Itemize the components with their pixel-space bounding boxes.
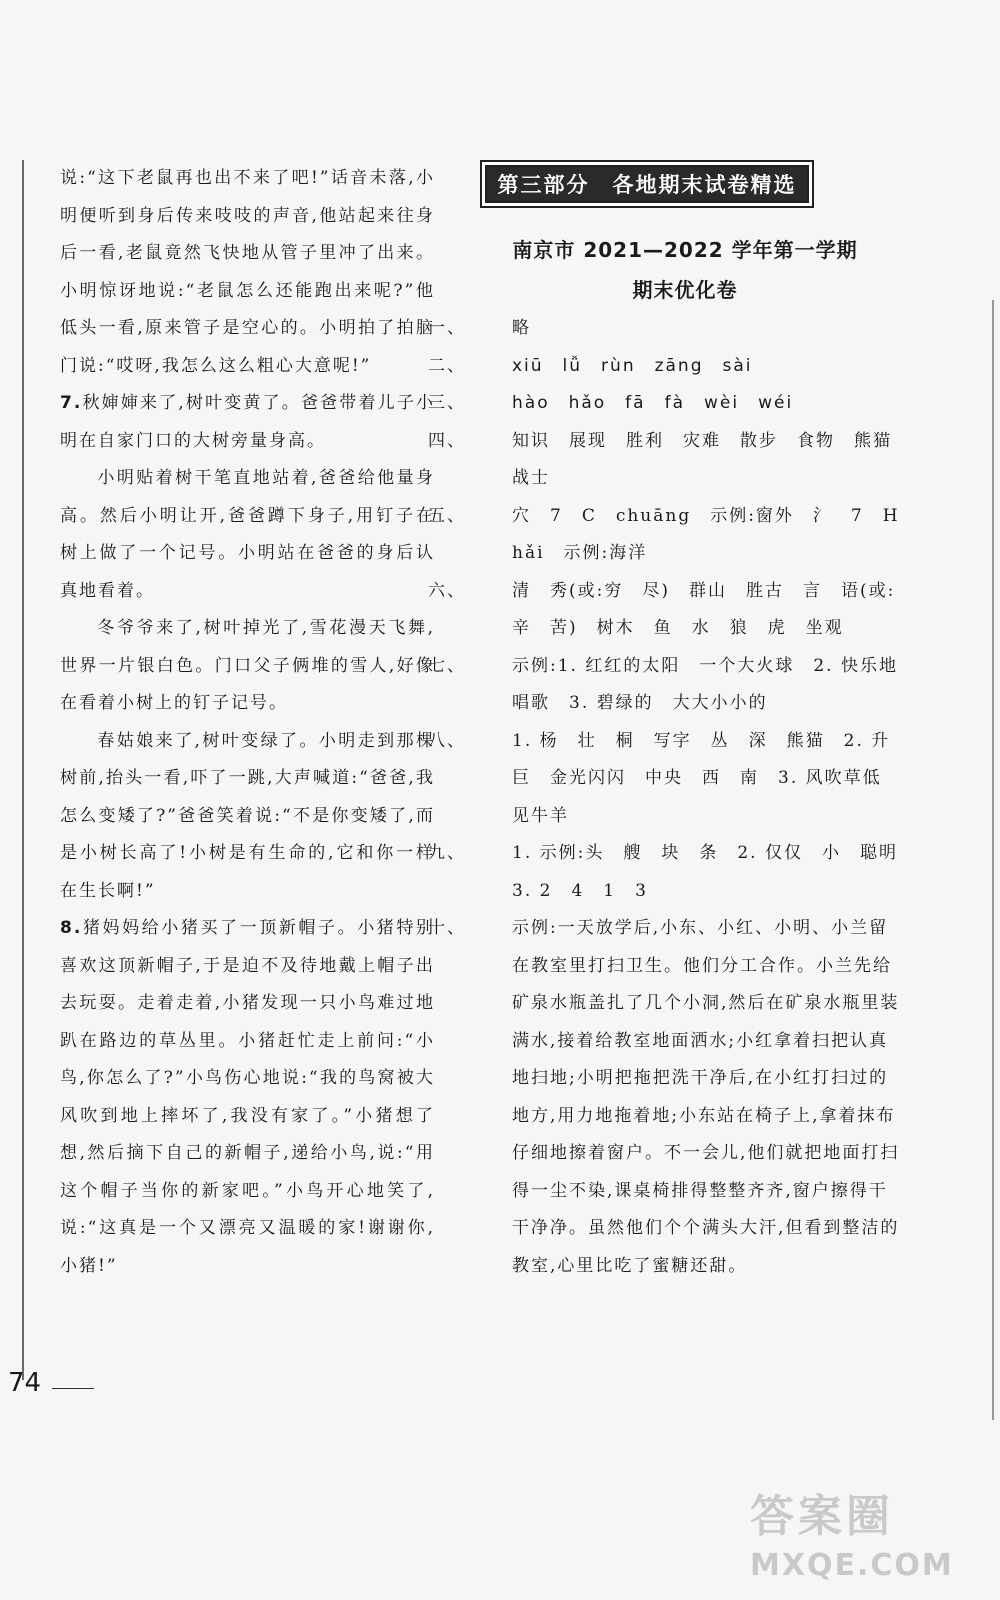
answer-index: 二、 <box>428 355 466 376</box>
answer-index: 八、 <box>428 730 466 751</box>
answer-text: hào hǎo fā fà wèi wéi <box>512 393 794 413</box>
answer-text: 略 <box>512 318 531 338</box>
watermark <box>750 1480 980 1595</box>
answer-index: 六、 <box>428 580 466 601</box>
item-number: 8. <box>60 918 83 938</box>
story-paragraph-8 <box>60 910 435 1285</box>
section-banner <box>480 160 814 208</box>
answer-item <box>428 310 900 348</box>
answer-index: 一、 <box>428 318 466 338</box>
paragraph-text: 猪妈妈给小猪买了一顶新帽子。小猪特别喜欢这顶新帽子,于是迫不及待地戴上帽子出去玩耍。走着走着,小猪发现一只小鸟难过地趴在路边的草丛里。小猪赶忙走上前问:“小鸟,你怎么了?”小鸟伤心地说:“我的鸟窝被大风吹到地上摔坏了,我没有家了。”小猪想了想,然后摘下自己的新帽子,递给小鸟,说:“用这个帽子当你的新家吧。”小鸟开心地笑了,说:“这真是一个又漂亮又温暖的家!谢谢你,小猪!” <box>60 918 435 1276</box>
story-paragraph: 冬爷爷来了,树叶掉光了,雪花漫天飞舞,世界一片银白色。门口父子俩堆的雪人,好像在看着小树上的钉子记号。 <box>60 618 435 713</box>
exam-subtitle: 期末优化卷 <box>632 278 738 302</box>
story-paragraph: 春姑娘来了,树叶变绿了。小明走到那棵树前,抬头一看,吓了一跳,大声喊道:“爸爸,我怎么变矮了?”爸爸笑着说:“不是你变矮了,而是小树长高了!小树是有生命的,它和你一样在生长啊!” <box>60 730 435 901</box>
section-banner-text: 第三部分 各地期末试卷精选 <box>497 173 797 197</box>
story-paragraph: 说:“这下老鼠再也出不来了吧!”话音未落,小明便听到身后传来吱吱的声音,他站起来往身后一看,老鼠竟然飞快地从管子里冲了出来。小明惊讶地说:“老鼠怎么还能跑出来呢?”他低头一看,原来管子是空心的。小明拍了拍脑门说:“哎呀,我怎么这么粗心大意呢!” <box>60 168 435 376</box>
answer-text: xiū lǚ rùn zāng sài <box>512 355 753 376</box>
page-number-rule <box>52 1388 94 1389</box>
left-column <box>60 160 435 1285</box>
answer-text: 1. 杨 壮 桐 写字 丛 深 熊猫 2. 升巨 金光闪闪 中央 西 南 3. 风吹草低见牛羊 <box>512 730 891 826</box>
story-paragraph-7 <box>60 385 435 460</box>
watermark-logo: 答案圈 <box>750 1491 894 1542</box>
answer-item <box>428 835 917 910</box>
answer-text: 1. 示例:头 艘 块 条 2. 仅仅 小 聪明 3. 2 4 1 3 <box>512 843 917 901</box>
answer-item <box>428 423 911 498</box>
answer-index: 十、 <box>428 918 466 938</box>
exam-title: 南京市 2021—2022 学年第一学期 <box>512 238 858 262</box>
answer-item <box>428 348 900 386</box>
answer-index: 五、 <box>428 505 466 526</box>
right-column <box>428 160 919 1285</box>
answer-text: 穴 7 C chuāng 示例:窗外 氵 7 H hǎi 示例:海洋 <box>512 505 919 563</box>
answer-index: 七、 <box>428 655 466 676</box>
answer-item <box>428 573 900 648</box>
answer-text: 清 秀(或:穷 尽) 群山 胜古 言 语(或:辛 苦) 树木 鱼 水 狼 虎 坐观 <box>512 580 896 638</box>
answer-item <box>428 723 900 836</box>
right-margin-rule <box>992 300 994 1420</box>
answer-text: 知识 展现 胜利 灾难 散步 食物 熊猫 战士 <box>512 430 911 488</box>
page-number: 74 <box>8 1368 42 1398</box>
left-margin-rule <box>22 160 24 1380</box>
answer-index: 三、 <box>428 393 466 413</box>
answer-item <box>428 385 900 423</box>
watermark-site: MXQE.COM <box>750 1548 954 1583</box>
answer-item <box>428 910 900 1285</box>
story-paragraph: 小明贴着树干笔直地站着,爸爸给他量身高。然后小明让开,爸爸蹲下身子,用钉子在树上做了一个记号。小明站在爸爸的身后认真地看着。 <box>60 468 435 601</box>
answer-text: 示例:一天放学后,小东、小红、小明、小兰留在教室里打扫卫生。他们分工合作。小兰先给矿泉水瓶盖扎了几个小洞,然后在矿泉水瓶里装满水,接着给教室地面洒水;小红拿着扫把认真地扫地;小明把拖把洗干净后,在小红打扫过的地方,用力地拖着地;小东站在椅子上,拿着抹布仔细地擦着窗户。不一会儿,他们就把地面打扫得一尘不染,课桌椅排得整整齐齐,窗户擦得干干净净。虽然他们个个满头大汗,但看到整洁的教室,心里比吃了蜜糖还甜。 <box>512 918 900 1276</box>
answer-index: 四、 <box>428 430 466 451</box>
item-number: 7. <box>60 393 83 413</box>
answer-index: 九、 <box>428 843 466 863</box>
answer-item <box>428 648 900 723</box>
paragraph-text: 秋婶婶来了,树叶变黄了。爸爸带着儿子小明在自家门口的大树旁量身高。 <box>60 393 435 451</box>
answer-text: 示例:1. 红红的太阳 一个大火球 2. 快乐地唱歌 3. 碧绿的 大大小小的 <box>512 655 898 713</box>
answer-item <box>428 498 919 573</box>
